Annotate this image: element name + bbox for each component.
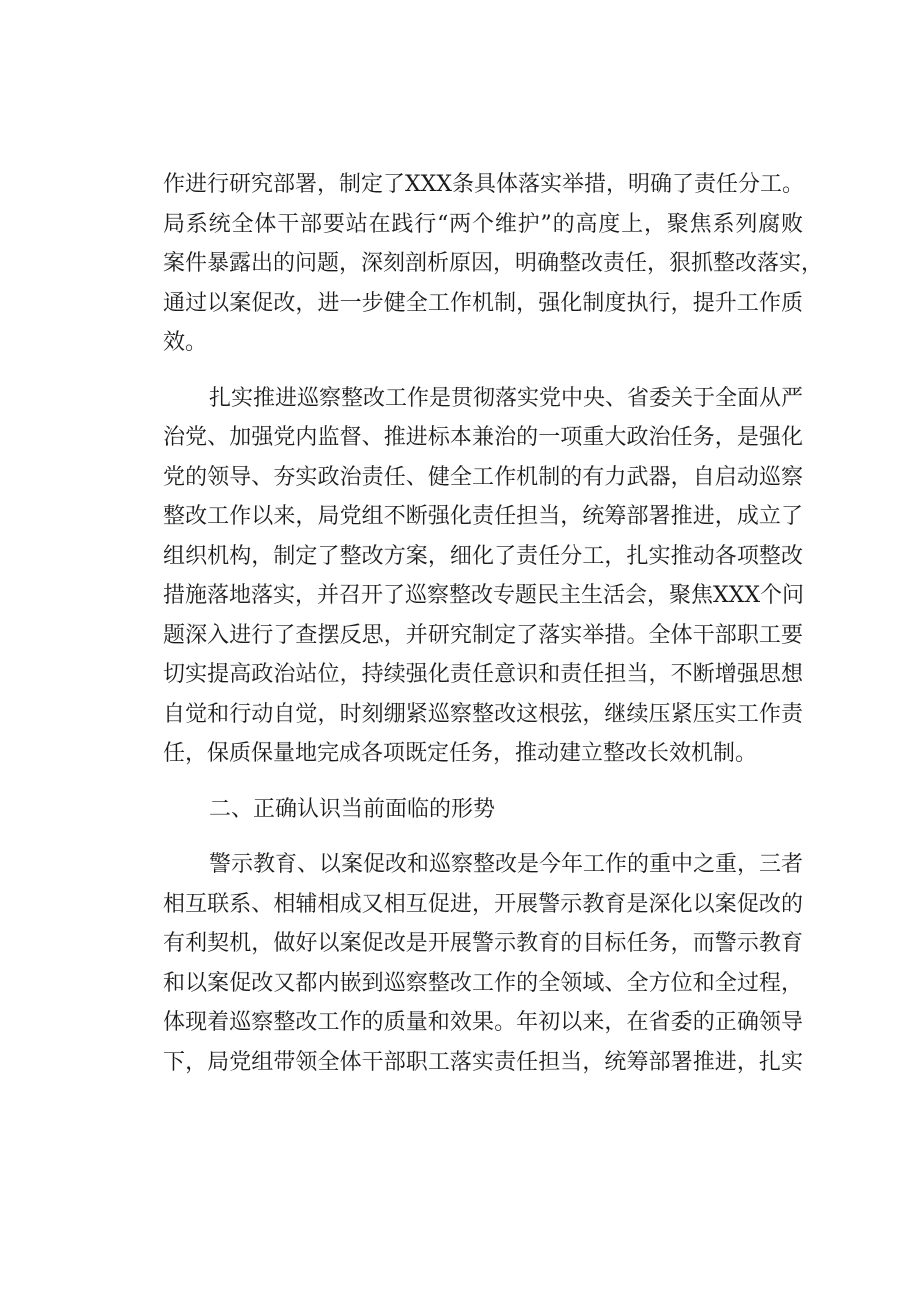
paragraph-1 <box>163 165 824 363</box>
text-line: 相互联系、相辅相成又相互促进，开展警示教育是深化以案促改的 <box>163 891 803 917</box>
text-line: 体现着巡察整改工作的质量和效果。年初以来，在省委的正确领导 <box>163 1010 803 1035</box>
text-line: 任，保质保量地完成各项既定任务，推动建立整改长效机制。 <box>163 741 758 766</box>
text-line: 和以案促改又都内嵌到巡察整改工作的全领域、全方位和全过程， <box>163 970 803 996</box>
paragraph-2 <box>163 379 803 774</box>
text-line: 措施落地落实，并召开了巡察整改专题民主生活会，聚焦XXX个问 <box>163 583 804 608</box>
paragraph-spacer <box>163 829 803 845</box>
text-line: 自觉和行动自觉，时刻绷紧巡察整改这根弦，继续压紧压实工作责 <box>163 701 803 727</box>
paragraph-3 <box>163 845 803 1082</box>
text-line: 治党、加强党内监督、推进标本兼治的一项重大政治任务，是强化 <box>163 425 803 450</box>
document-body <box>163 165 824 1082</box>
text-line: 整改工作以来，局党组不断强化责任担当，统筹部署推进，成立了 <box>163 504 803 529</box>
text-line: 题深入进行了查摆反思，并研究制定了落实举措。全体干部职工要 <box>163 622 803 648</box>
text-line: 效。 <box>163 330 208 355</box>
text-line: 通过以案促改，进一步健全工作机制，强化制度执行，提升工作质 <box>163 290 803 316</box>
paragraph-spacer <box>163 363 803 379</box>
text-line: 下，局党组带领全体干部职工落实责任担当，统筹部署推进，扎实 <box>163 1049 803 1075</box>
section-heading <box>163 790 803 830</box>
text-line: 党的领导、夯实政治责任、健全工作机制的有力武器，自启动巡察 <box>163 464 803 490</box>
heading-text: 二、正确认识当前面临的形势 <box>209 796 496 822</box>
text-line: 局系统全体干部要站在践行“两个维护”的高度上，聚焦系列腐败 <box>163 211 803 237</box>
text-line: 警示教育、以案促改和巡察整改是今年工作的重中之重，三者 <box>209 852 804 877</box>
text-line: 案件暴露出的问题，深刻剖析原因，明确整改责任，狠抓整改落实， <box>163 251 824 276</box>
text-line: 组织机构，制定了整改方案，细化了责任分工，扎实推动各项整改 <box>163 543 803 569</box>
text-line: 有利契机，做好以案促改是开展警示教育的目标任务，而警示教育 <box>163 931 803 956</box>
paragraph-spacer <box>163 774 803 790</box>
text-line: 作进行研究部署，制定了XXX条具体落实举措，明确了责任分工。 <box>163 172 804 197</box>
text-line: 扎实推进巡察整改工作是贯彻落实党中央、省委关于全面从严 <box>209 385 804 411</box>
text-line: 切实提高政治站位，持续强化责任意识和责任担当，不断增强思想 <box>163 662 803 687</box>
